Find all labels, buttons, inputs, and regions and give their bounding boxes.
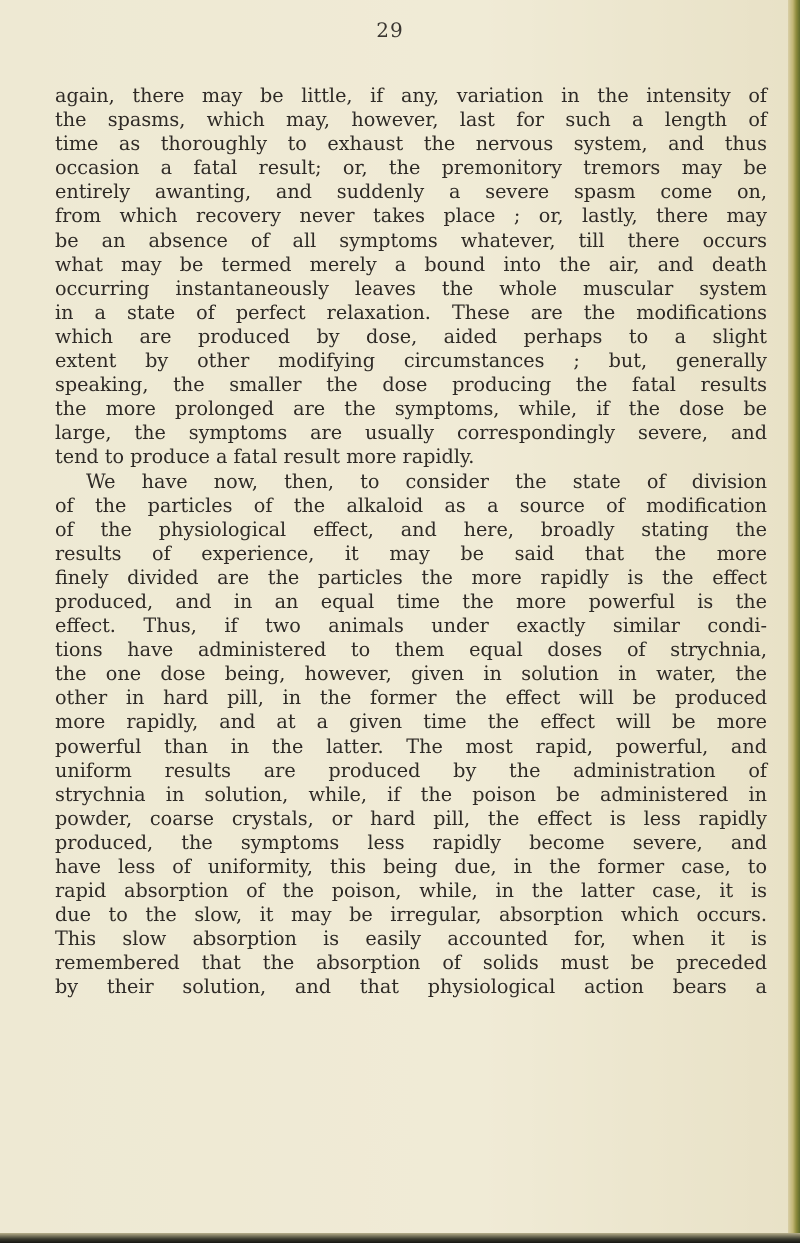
text-line: This slow absorption is easily accounted for, when it is <box>55 927 767 951</box>
text-line: produced, and in an equal time the more powerful is the <box>55 589 767 613</box>
text-line: have less of uniformity, this being due, in the former case, to <box>55 855 767 878</box>
text-line: of the particles of the alkaloid as a source of modification <box>55 493 767 517</box>
text-line: produced, the symptoms less rapidly become severe, and <box>55 830 767 854</box>
text-line: entirely awanting, and suddenly a severe spasm come on, <box>55 180 767 204</box>
text-line: effect. Thus, if two animals under exactly similar condi- <box>55 614 767 638</box>
text-line: which are produced by dose, aided perhaps to a slight <box>55 324 767 348</box>
text-line: tions have administered to them equal doses of strychnia, <box>55 638 767 662</box>
text-line: extent by other modifying circumstances ; but, generally <box>55 349 767 373</box>
text-line: strychnia in solution, while, if the poison be administered in <box>55 782 767 806</box>
text-line: uniform results are produced by the administration of <box>55 758 767 782</box>
text-line: by their solution, and that physiological action bears a <box>55 975 767 999</box>
text-line: the one dose being, however, given in solution in water, the <box>55 662 767 686</box>
text-line: more rapidly, and at a given time the effect will be more <box>55 710 767 734</box>
text-line: remembered that the absorption of solids must be preceded <box>55 951 767 975</box>
text-line: from which recovery never takes place ; or, lastly, there may <box>55 204 767 228</box>
text-line: in a state of perfect relaxation. These are the modifications <box>55 300 767 324</box>
page-edge-right <box>788 0 800 1243</box>
text-line: powder, coarse crystals, or hard pill, the effect is less rapidly <box>55 806 767 830</box>
text-line: the more prolonged are the symptoms, while, if the dose be <box>55 397 767 421</box>
text-line: results of experience, it may be said that the more <box>55 541 767 565</box>
text-line: We have now, then, to consider the state of division <box>86 469 767 493</box>
text-line: speaking, the smaller the dose producing the fatal results <box>55 373 767 397</box>
text-line: occasion a fatal result; or, the premonitory tremors may be <box>55 156 767 180</box>
text-line: other in hard pill, in the former the effect will be produced <box>55 686 767 710</box>
text-line: the spasms, which may, however, last for such a length of <box>55 108 767 132</box>
text-line: what may be termed merely a bound into the air, and death <box>55 252 767 276</box>
text-line: finely divided are the particles the more rapidly is the effect <box>55 565 767 589</box>
text-line: rapid absorption of the poison, while, in the latter case, it is <box>55 879 767 903</box>
page-edge-bottom <box>0 1233 800 1243</box>
text-line: large, the symptoms are usually correspondingly severe, and <box>55 421 767 445</box>
text-line: occurring instantaneously leaves the whole muscular system <box>55 276 767 300</box>
text-line: tend to produce a fatal result more rapidly. <box>55 445 475 469</box>
text-line: powerful than in the latter. The most rapid, powerful, and <box>55 734 767 758</box>
body-text <box>55 84 767 1000</box>
page-number: 29 <box>376 18 404 42</box>
text-line: again, there may be little, if any, variation in the intensity of <box>55 84 767 107</box>
text-line: due to the slow, it may be irregular, absorption which occurs. <box>55 903 767 927</box>
text-line: of the physiological effect, and here, broadly stating the <box>55 517 767 541</box>
text-line: time as thoroughly to exhaust the nervous system, and thus <box>55 132 767 156</box>
text-line: be an absence of all symptoms whatever, till there occurs <box>55 228 767 252</box>
